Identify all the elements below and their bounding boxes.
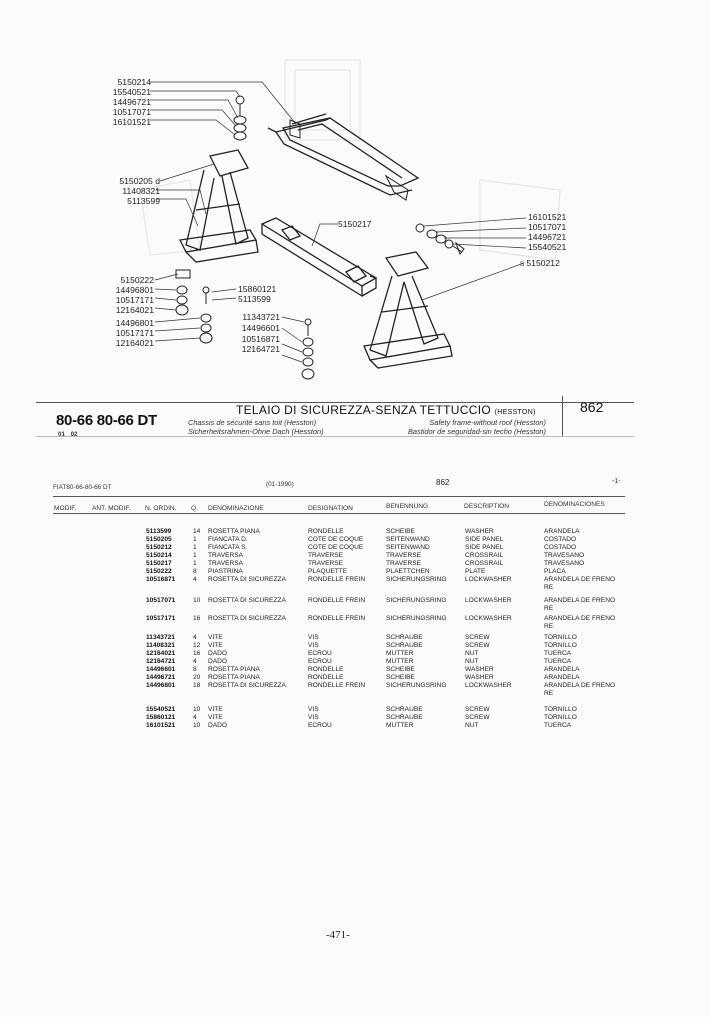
row-part-number: 14496801 xyxy=(146,682,176,689)
subtitle-es: Bastidor de seguridad-sin techo (Hesston) xyxy=(407,427,546,436)
row-designation: COTE DE COQUE xyxy=(308,536,364,543)
row-denominazione: TRAVERSA xyxy=(208,560,244,567)
central-crossrail xyxy=(262,218,376,296)
row-denominaciones: TORNILLO xyxy=(544,642,577,649)
left-side-panel xyxy=(180,150,258,262)
row-quantity: 1 xyxy=(193,552,197,559)
row-quantity: 10 xyxy=(193,597,201,604)
row-quantity: 14 xyxy=(193,528,201,535)
part-label: 10517171 xyxy=(115,295,154,305)
part-label: 14496801 xyxy=(115,318,154,328)
row-designation: RONDELLE FREIN xyxy=(308,576,366,583)
row-part-number: 10517071 xyxy=(146,597,176,604)
row-designation: TRAVERSE xyxy=(308,552,344,559)
part-label: 16101521 xyxy=(112,117,151,127)
part-label: 10517071 xyxy=(528,222,567,232)
row-benennung: SICHERUNGSRING xyxy=(386,576,447,583)
row-denominaciones: ARANDELA DE FRENO xyxy=(544,576,616,583)
row-description: SIDE PANEL xyxy=(465,536,504,543)
row-denominaciones: ARANDELA xyxy=(544,528,580,535)
row-denominazione: DADO xyxy=(208,658,228,665)
row-denominaciones: COSTADO xyxy=(544,544,577,551)
row-description: CROSSRAIL xyxy=(465,560,504,567)
row-denominaciones: TRAVESANO xyxy=(544,560,585,567)
row-denominazione: ROSETTA DI SICUREZZA xyxy=(208,615,286,622)
row-description: WASHER xyxy=(465,674,494,681)
col-denominaciones: DENOMINACIONES xyxy=(544,501,605,508)
row-denominaciones: TORNILLO xyxy=(544,714,577,721)
label-crossrail: 5150217 xyxy=(338,219,372,229)
row-denominazione: VITE xyxy=(208,634,223,641)
row-designation: RONDELLE xyxy=(308,528,344,535)
part-label: 15860121 xyxy=(238,284,277,294)
part-label: 5150214 xyxy=(117,77,151,87)
row-part-number: 12164721 xyxy=(146,658,176,665)
page-code: 862 xyxy=(580,399,604,415)
row-description: SCREW xyxy=(465,714,490,721)
row-quantity: 4 xyxy=(193,576,197,583)
row-designation: PLAQUETTE xyxy=(308,568,348,575)
side-letter: S xyxy=(520,262,525,268)
left-top-bolts xyxy=(234,96,246,140)
part-label: 14496721 xyxy=(112,97,151,107)
row-part-number: 15860121 xyxy=(146,714,176,721)
label-group-left-low xyxy=(110,275,154,315)
row-part-number: 5113599 xyxy=(146,528,172,535)
row-part-number: 12164021 xyxy=(146,650,176,657)
row-benennung: TRAVERSE xyxy=(386,552,422,559)
subtitle-de: Sicherheitsrahmen-Ohne Dach (Hesston) xyxy=(188,427,324,436)
row-designation: ECROU xyxy=(308,650,332,657)
row-denominaciones: TUERCA xyxy=(544,658,572,665)
row-benennung: SCHRAUBE xyxy=(386,714,423,721)
row-designation: RONDELLE FREIN xyxy=(308,682,366,689)
row-benennung: SEITENWAND xyxy=(386,536,430,543)
row-part-number: 5150212 xyxy=(146,544,172,551)
model-subcode: 01 02 xyxy=(58,431,78,438)
part-label: 5113599 xyxy=(238,294,271,304)
part-label: 14496601 xyxy=(241,322,280,333)
row-designation: COTE DE COQUE xyxy=(308,544,364,551)
row-part-number: 5150214 xyxy=(146,552,172,559)
row-denominaciones: TORNILLO xyxy=(544,706,577,713)
row-quantity: 16 xyxy=(193,650,201,657)
col-benennung: BENENNUNG xyxy=(386,503,429,510)
part-label: 16101521 xyxy=(528,212,567,222)
part-label: 11408321 xyxy=(122,186,160,196)
row-denominazione: ROSETTA PIANA xyxy=(208,666,260,673)
table-header-bottom-rule xyxy=(53,513,625,514)
subtitle-en: Safety frame-without roof (Hesston) xyxy=(429,418,546,427)
model-title: 80-66 80-66 DT xyxy=(56,412,157,429)
row-quantity: 12 xyxy=(193,642,201,649)
row-denominaciones: PLACA xyxy=(544,568,566,575)
row-denominazione: VITE xyxy=(208,714,223,721)
model-reference: FIAT80-66-80-66 DT xyxy=(53,484,112,491)
label-group-center xyxy=(238,284,276,304)
part-label: 10516871 xyxy=(241,333,280,344)
row-quantity: 20 xyxy=(193,674,201,681)
table-code: 862 xyxy=(436,478,450,487)
row-benennung: TRAVERSE xyxy=(386,560,422,567)
col-description: DESCRIPTION xyxy=(464,503,510,510)
row-benennung: SCHRAUBE xyxy=(386,706,423,713)
row-quantity: 8 xyxy=(193,666,197,673)
right-side-panel xyxy=(364,252,452,368)
page-number: -471- xyxy=(326,929,350,941)
row-designation: RONDELLE FREIN xyxy=(308,615,366,622)
row-quantity: 1 xyxy=(193,560,197,567)
row-designation: VIS xyxy=(308,706,319,713)
label-right-side-panel xyxy=(520,258,560,270)
part-label: 10517071 xyxy=(112,107,151,117)
label-group-left-mid xyxy=(110,176,160,206)
row-denominazione: VITE xyxy=(208,706,223,713)
subtitle-fr: Chassis de sécurité sans toit (Hesston) xyxy=(188,418,317,427)
row-denominazione: DADO xyxy=(208,722,228,729)
row-part-number: 11343721 xyxy=(146,634,175,641)
part-label: 12164021 xyxy=(115,338,154,348)
section-title xyxy=(236,403,536,417)
page-marker: -1- xyxy=(612,478,621,485)
row-description: LOCKWASHER xyxy=(465,682,512,689)
row-description: LOCKWASHER xyxy=(465,615,512,622)
part-label: 5150205 d xyxy=(119,176,160,186)
ghost-showthrough xyxy=(140,60,560,260)
row-denominazione: ROSETTA DI SICUREZZA xyxy=(208,682,286,689)
row-denominaciones: ARANDELA DE FRENO xyxy=(544,597,616,604)
row-quantity: 1 xyxy=(193,544,197,551)
row-denominaciones: TORNILLO xyxy=(544,634,577,641)
row-quantity: 10 xyxy=(193,722,201,729)
label-group-right xyxy=(528,212,566,252)
row-denominazione: ROSETTA DI SICUREZZA xyxy=(208,576,286,583)
row-part-number: 16101521 xyxy=(146,722,176,729)
row-description: SCREW xyxy=(465,634,490,641)
row-benennung: SCHRAUBE xyxy=(386,634,423,641)
part-label: 5150212 xyxy=(526,258,560,268)
row-part-number: 5150217 xyxy=(146,560,172,567)
row-description: SIDE PANEL xyxy=(465,544,504,551)
row-description: PLATE xyxy=(465,568,486,575)
row-designation: TRAVERSE xyxy=(308,560,344,567)
part-label: 12164021 xyxy=(115,305,154,315)
right-bolt-chain xyxy=(416,224,464,254)
row-part-number: 10516871 xyxy=(146,576,176,583)
col-q: Q. xyxy=(191,505,198,512)
row-designation: ECROU xyxy=(308,658,332,665)
row-designation: RONDELLE FREIN xyxy=(308,597,366,604)
part-label: 5150222 xyxy=(120,275,154,285)
col-modif: MODIF. xyxy=(54,505,77,512)
part-label: 15540521 xyxy=(528,242,567,252)
row-benennung: MUTTER xyxy=(386,650,414,657)
row-denominaciones-cont: RE xyxy=(544,623,554,630)
row-denominazione: TRAVERSA xyxy=(208,552,244,559)
row-quantity: 10 xyxy=(193,706,201,713)
row-description: LOCKWASHER xyxy=(465,576,512,583)
row-benennung: SICHERUNGSRING xyxy=(386,615,447,622)
table-header-top-rule xyxy=(53,496,625,497)
header-rule-bottom xyxy=(36,436,634,437)
issue-date: (01-1990) xyxy=(266,481,294,488)
row-denominaciones: ARANDELA DE FRENO xyxy=(544,682,616,689)
row-description: NUT xyxy=(465,650,479,657)
row-quantity: 18 xyxy=(193,682,201,689)
section-title-text: TELAIO DI SICUREZZA-SENZA TETTUCCIO xyxy=(236,403,491,417)
part-label: 11343721 xyxy=(242,312,280,322)
row-description: WASHER xyxy=(465,666,494,673)
row-description: SCREW xyxy=(465,642,490,649)
part-label: 14496721 xyxy=(528,232,567,242)
row-denominaciones: ARANDELA xyxy=(544,666,580,673)
row-part-number: 15540521 xyxy=(146,706,176,713)
lower-center-hardware xyxy=(302,319,314,379)
lower-left-hardware xyxy=(176,270,212,343)
row-benennung: SCHEIBE xyxy=(386,674,415,681)
row-description: WASHER xyxy=(465,528,494,535)
row-part-number: 14496721 xyxy=(146,674,176,681)
row-part-number: 14496601 xyxy=(146,666,176,673)
label-group-left-low2 xyxy=(110,318,154,348)
label-group-center-low xyxy=(236,312,280,355)
row-benennung: SICHERUNGSRING xyxy=(386,682,447,689)
row-benennung: PLAETTCHEN xyxy=(386,568,430,575)
row-designation: RONDELLE xyxy=(308,666,344,673)
row-denominazione: PIASTRINA xyxy=(208,568,243,575)
row-denominazione: ROSETTA DI SICUREZZA xyxy=(208,597,286,604)
col-ant-modif: ANT. MODIF. xyxy=(92,505,131,512)
row-quantity: 16 xyxy=(193,615,201,622)
part-label: 15540521 xyxy=(112,87,151,97)
label-group-left-top xyxy=(109,77,151,127)
row-benennung: MUTTER xyxy=(386,722,414,729)
part-label: 12164721 xyxy=(241,344,280,355)
row-benennung: SCHEIBE xyxy=(386,666,415,673)
row-benennung: MUTTER xyxy=(386,658,414,665)
row-denominaciones-cont: RE xyxy=(544,690,554,697)
section-title-small: (HESSTON) xyxy=(494,409,536,416)
part-label: 5113599 xyxy=(127,196,160,206)
row-part-number: 5150205 xyxy=(146,536,172,543)
row-quantity: 4 xyxy=(193,714,197,721)
row-denominazione: VITE xyxy=(208,642,223,649)
row-denominazione: DADO xyxy=(208,650,228,657)
col-designation: DESIGNATION xyxy=(308,505,353,512)
part-label: 10517171 xyxy=(115,328,154,338)
row-benennung: SCHEIBE xyxy=(386,528,415,535)
row-benennung: SICHERUNGSRING xyxy=(386,597,447,604)
row-denominaciones: ARANDELA DE FRENO xyxy=(544,615,616,622)
row-quantity: 4 xyxy=(193,634,197,641)
row-quantity: 4 xyxy=(193,658,197,665)
col-denominazione: DENOMINAZIONE xyxy=(208,505,264,512)
row-denominaciones: TUERCA xyxy=(544,650,572,657)
row-denominaciones: TRAVESANO xyxy=(544,552,585,559)
row-designation: ECROU xyxy=(308,722,332,729)
row-description: CROSSRAIL xyxy=(465,552,504,559)
row-denominaciones: COSTADO xyxy=(544,536,577,543)
row-denominazione: ROSETTA PIANA xyxy=(208,528,260,535)
row-benennung: SCHRAUBE xyxy=(386,642,423,649)
row-denominaciones-cont: RE xyxy=(544,605,554,612)
row-denominazione: FIANCATA D. xyxy=(208,536,248,543)
row-description: SCREW xyxy=(465,706,490,713)
top-crossrail-frame xyxy=(268,114,418,200)
row-designation: VIS xyxy=(308,642,319,649)
part-label: 14496801 xyxy=(115,285,154,295)
row-part-number: 5150222 xyxy=(146,568,172,575)
row-quantity: 1 xyxy=(193,536,197,543)
row-designation: RONDELLE xyxy=(308,674,344,681)
row-designation: VIS xyxy=(308,714,319,721)
row-part-number: 11408321 xyxy=(146,642,175,649)
col-n-ordin: N. ORDIN. xyxy=(145,505,177,512)
row-denominaciones: TUERCA xyxy=(544,722,572,729)
row-designation: VIS xyxy=(308,634,319,641)
exploded-parts-diagram xyxy=(0,0,710,390)
row-description: NUT xyxy=(465,722,479,729)
row-benennung: SEITENWAND xyxy=(386,544,430,551)
row-denominazione: ROSETTA PIANA xyxy=(208,674,260,681)
row-description: LOCKWASHER xyxy=(465,597,512,604)
row-denominazione: FIANCATA S. xyxy=(208,544,248,551)
row-quantity: 8 xyxy=(193,568,197,575)
row-description: NUT xyxy=(465,658,479,665)
row-denominaciones-cont: RE xyxy=(544,584,554,591)
row-denominaciones: ARANDELA xyxy=(544,674,580,681)
row-part-number: 10517171 xyxy=(146,615,176,622)
